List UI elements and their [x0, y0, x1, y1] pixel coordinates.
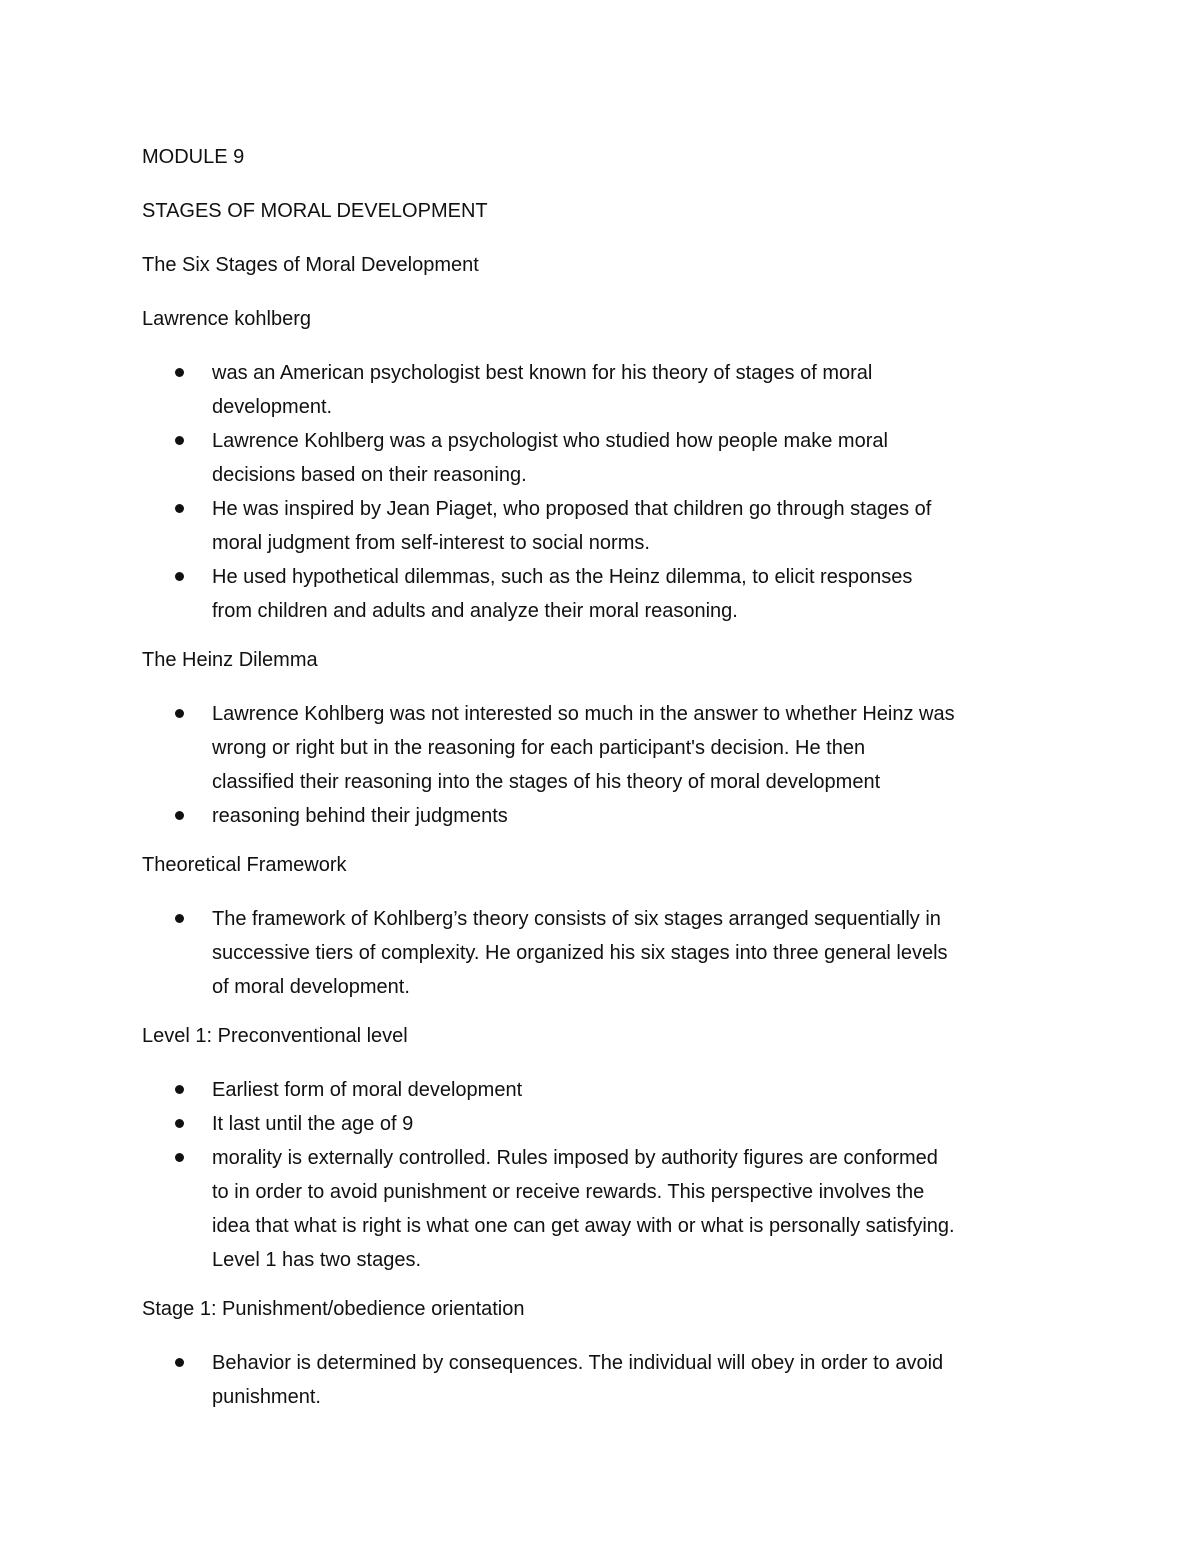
list-item: [142, 492, 1072, 560]
list-item: [142, 1073, 1072, 1107]
list-item-text-line: moral judgment from self-interest to social norms.: [212, 532, 650, 554]
document-body: [142, 140, 1072, 1429]
list-item: [142, 1346, 1072, 1414]
section-heading-framework: Theoretical Framework: [142, 854, 347, 876]
section-heading-stage1: Stage 1: Punishment/obedience orientation: [142, 1298, 525, 1320]
list-item-text-line: was an American psychologist best known for his theory of stages of moral: [212, 362, 873, 384]
bullet-dot-icon: [175, 1119, 184, 1128]
section-heading-level1: Level 1: Preconventional level: [142, 1025, 408, 1047]
bullet-dot-icon: [175, 1085, 184, 1094]
bullet-dot-icon: [175, 914, 184, 923]
list-item-text-line: reasoning behind their judgments: [212, 805, 508, 827]
list-item-text-line: morality is externally controlled. Rules imposed by authority figures are conformed: [212, 1147, 938, 1169]
list-item: [142, 1107, 1072, 1141]
list-item-text-line: Behavior is determined by consequences. The individual will obey in order to avoid: [212, 1352, 944, 1374]
list-item-text-line: Level 1 has two stages.: [212, 1249, 422, 1271]
document-title: STAGES OF MORAL DEVELOPMENT: [142, 200, 488, 222]
list-item-text-line: of moral development.: [212, 976, 410, 998]
list-item-text-line: It last until the age of 9: [212, 1113, 414, 1135]
list-item-text-line: from children and adults and analyze their moral reasoning.: [212, 600, 738, 622]
bullet-dot-icon: [175, 1358, 184, 1367]
list-item-text-line: wrong or right but in the reasoning for each participant's decision. He then: [212, 737, 866, 759]
list-item: [142, 424, 1072, 492]
bullet-dot-icon: [175, 572, 184, 581]
section-heading-kohlberg: Lawrence kohlberg: [142, 308, 311, 330]
list-item-text-line: to in order to avoid punishment or receive rewards. This perspective involves the: [212, 1181, 925, 1203]
document-subtitle: The Six Stages of Moral Development: [142, 254, 479, 276]
list-item-text-line: classified their reasoning into the stages of his theory of moral development: [212, 771, 881, 793]
list-item-text-line: Earliest form of moral development: [212, 1079, 523, 1101]
list-item: [142, 560, 1072, 628]
list-item-text-line: The framework of Kohlberg’s theory consists of six stages arranged sequentially in: [212, 908, 941, 930]
bullet-list-framework: [142, 902, 1072, 1004]
list-item-text-line: Lawrence Kohlberg was a psychologist who studied how people make moral: [212, 430, 888, 452]
list-item: [142, 799, 1072, 833]
list-item: [142, 902, 1072, 1004]
module-heading: MODULE 9: [142, 146, 245, 168]
bullet-list-kohlberg: [142, 356, 1072, 628]
bullet-dot-icon: [175, 368, 184, 377]
bullet-dot-icon: [175, 709, 184, 718]
list-item-text-line: successive tiers of complexity. He organized his six stages into three general levels: [212, 942, 948, 964]
bullet-dot-icon: [175, 811, 184, 820]
list-item-text-line: development.: [212, 396, 333, 418]
list-item: [142, 697, 1072, 799]
bullet-dot-icon: [175, 436, 184, 445]
list-item-text-line: decisions based on their reasoning.: [212, 464, 527, 486]
list-item-text-line: punishment.: [212, 1386, 321, 1408]
list-item-text-line: idea that what is right is what one can get away with or what is personally satisfying.: [212, 1215, 955, 1237]
list-item: [142, 1141, 1072, 1277]
section-heading-heinz: The Heinz Dilemma: [142, 649, 318, 671]
bullet-list-heinz: [142, 697, 1072, 833]
list-item-text-line: Lawrence Kohlberg was not interested so much in the answer to whether Heinz was: [212, 703, 955, 725]
bullet-list-stage1: [142, 1346, 1072, 1414]
bullet-dot-icon: [175, 504, 184, 513]
list-item: [142, 356, 1072, 424]
list-item-text-line: He used hypothetical dilemmas, such as the Heinz dilemma, to elicit responses: [212, 566, 913, 588]
list-item-text-line: He was inspired by Jean Piaget, who proposed that children go through stages of: [212, 498, 932, 520]
bullet-list-level1: [142, 1073, 1072, 1277]
bullet-dot-icon: [175, 1153, 184, 1162]
